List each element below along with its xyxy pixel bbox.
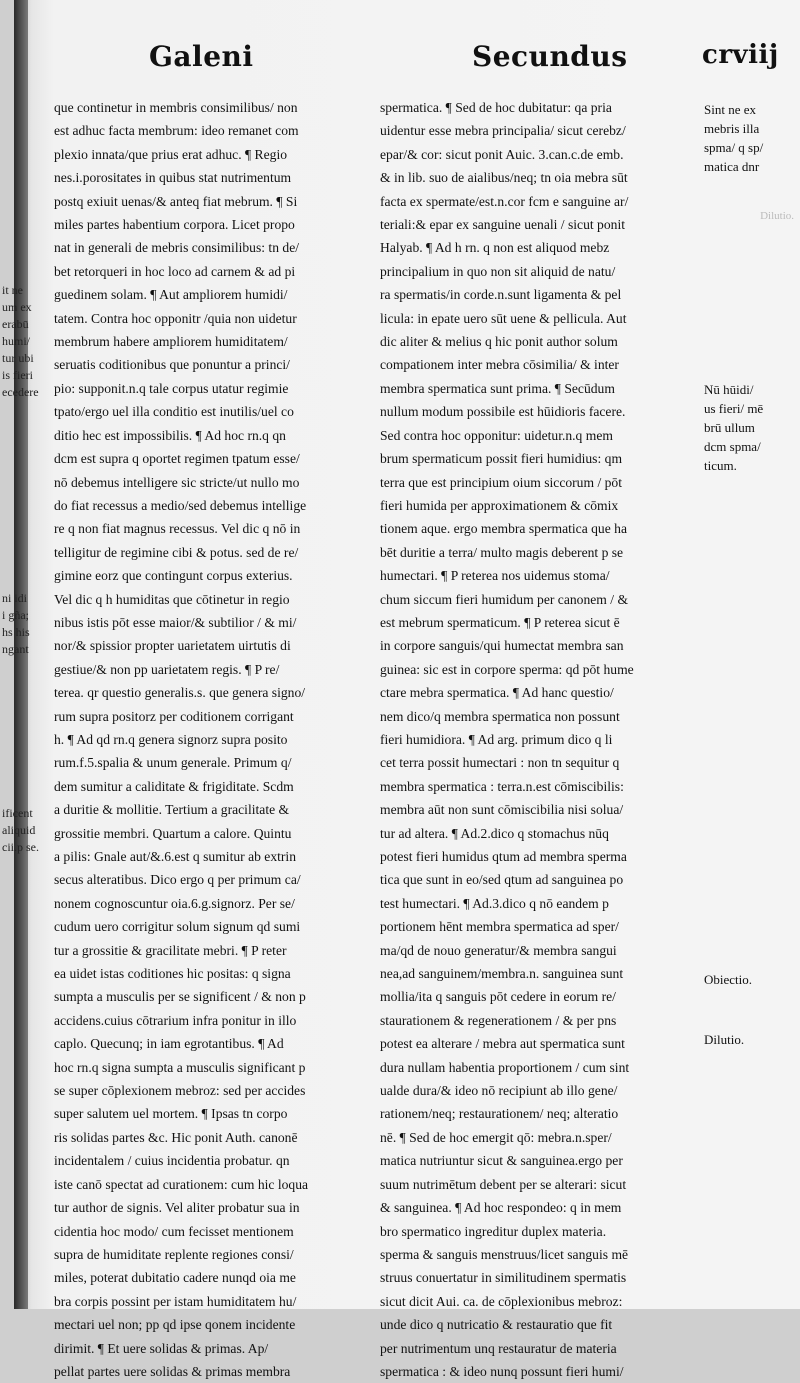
text-line: ma/qd de nouo generatur/& membra sangui: [380, 942, 617, 958]
text-line: caplo. Quecunq; in iam egrotantibus. ¶ Ad: [54, 1036, 284, 1052]
text-line: ra spermatis/in corde.n.sunt ligamenta & pel: [380, 287, 622, 303]
margin-note-sint-ne: [704, 100, 800, 176]
text-line: humectari. ¶ P reterea nos uidemus stoma/: [380, 568, 610, 584]
text-line: unde dico q nutricatio & restauratio que fit: [380, 1317, 613, 1333]
text-line: ris solidas partes &c. Hic ponit Auth. canonē: [54, 1129, 298, 1145]
text-line: spermatica : & ideo nunq possunt fieri humi/: [380, 1363, 624, 1379]
text-line: miles partes habentium corpora. Licet propo: [54, 217, 295, 233]
text-line: cet terra possit humectari : non tn sequitur q: [380, 755, 620, 771]
text-line: est mebrum spermaticum. ¶ P reterea sicut ē: [380, 614, 620, 630]
note-line: spma/ q sp/: [704, 140, 764, 155]
text-line: nibus istis pōt esse maior/& subtilior / & mi/: [54, 614, 297, 630]
text-line: licula: in epate uero sūt uene & pellicula. Aut: [380, 310, 627, 326]
note-line: Dilutio.: [704, 1032, 745, 1047]
text-line: membra aūt non sunt cōmiscibilia nisi solua/: [380, 802, 624, 818]
text-line: bēt duritie a terra/ multo magis deberent p se: [380, 544, 624, 560]
text-line: tatem. Contra hoc opponitr /quia non uidetur: [54, 310, 297, 326]
note-line: ecedere: [2, 385, 39, 399]
text-line: miles, poterat dubitatio cadere nunqd oia me: [54, 1270, 296, 1286]
text-line: gimine eorz que contingunt corpus exterius.: [54, 568, 293, 584]
text-line: portionem hēnt membra spermatica ad sper/: [380, 919, 619, 935]
text-line: ditio hec est impossibilis. ¶ Ad hoc rn.q qn: [54, 427, 286, 443]
text-line: epar/& cor: sicut ponit Auic. 3.can.c.de emb.: [380, 146, 624, 162]
text-line: tionem aque. ergo membra spermatica que ha: [380, 521, 627, 537]
text-line: ualde dura/& ideo nō recipiunt ab illo gene/: [380, 1083, 618, 1099]
text-line: mollia/ita q sanguis pōt cedere in eorum re/: [380, 989, 616, 1005]
book-page: [14, 0, 800, 1379]
text-line: nullum modum possibile est hūidioris facere.: [380, 404, 626, 420]
note-line: is fieri: [2, 368, 33, 382]
text-line: mectari uel non; pp qd ipse qonem incidente: [54, 1317, 296, 1333]
text-line: Sed contra hoc opponitur: uidetur.n.q mem: [380, 427, 613, 443]
text-line: iste canō spectat ad curationem: cum hic loqua: [54, 1176, 309, 1192]
text-line: do fiat recessus a medio/sed debemus intellige: [54, 497, 307, 513]
text-line: nem dico/q membra spermatica non possunt: [380, 708, 620, 724]
text-line: test humectari. ¶ Ad.3.dico q nō eandem p: [380, 895, 609, 911]
text-line: bra corpis possint per istam humiditatem hu/: [54, 1293, 297, 1309]
text-line: terea. qr questio generalis.s. que genera signo/: [54, 685, 306, 701]
text-line: per nutrimentum unq restauratur de materia: [380, 1340, 617, 1356]
bleed-through-fragment: [2, 282, 42, 401]
text-line: grossitie membri. Quartum a calore. Quintu: [54, 825, 292, 841]
folio-number: crviij: [702, 40, 779, 70]
text-line: bet retorqueri in hoc loco ad carnem & ad pi: [54, 263, 296, 279]
text-line: tur author de signis. Vel aliter probatur sua in: [54, 1200, 300, 1216]
text-line: a duritie & mollitie. Tertium a gracilitate &: [54, 802, 290, 818]
text-line: telligitur de regimine cibi & potus. sed de re/: [54, 544, 299, 560]
text-line: sumpta a musculis per se significent / & non p: [54, 989, 306, 1005]
text-line: tur ad altera. ¶ Ad.2.dico q stomachus nūq: [380, 825, 609, 841]
text-line: hoc rn.q signa sumpta a musculis significant p: [54, 1059, 306, 1075]
text-line: gestiue/& non pp uarietatem regis. ¶ P re/: [54, 661, 280, 677]
note-line: dcm spma/: [704, 439, 761, 454]
text-line: nes.i.porositates in quibus stat nutrimentum: [54, 170, 292, 186]
note-line: i gña;: [2, 608, 29, 622]
text-line: principalium in quo non sit aliquid de natu/: [380, 263, 616, 279]
text-line: fieri humidiora. ¶ Ad arg. primum dico q li: [380, 731, 613, 747]
running-head-book: Secundus: [472, 40, 628, 73]
text-line: terra que est principium oium siccorum / pōt: [380, 474, 622, 490]
text-line: nat in generali de mebris consimilibus: tn de/: [54, 240, 300, 256]
note-line: cii.p se.: [2, 840, 39, 854]
text-line: dirimit. ¶ Et uere solidas & primas. Ap/: [54, 1340, 269, 1356]
text-column-left: [54, 96, 352, 1383]
bleed-through-fragment: [2, 805, 42, 856]
text-line: a pilis: Gnale aut/&.6.est q sumitur ab extrin: [54, 849, 296, 864]
text-line: h. ¶ Ad qd rn.q genera signorz supra posito: [54, 731, 288, 747]
text-line: & in lib. suo de aialibus/neq; tn oia mebra sūt: [380, 170, 628, 186]
text-line: in corpore sanguis/qui humectat membra san: [380, 638, 624, 654]
text-line: sperma & sanguis menstruus/licet sanguis mē: [380, 1246, 629, 1262]
text-line: fieri humida per approximationem & cōmix: [380, 497, 619, 513]
text-line: ea uidet istas coditiones hic positas: q signa: [54, 966, 291, 982]
note-line: Obiectio.: [704, 972, 753, 987]
text-line: nō debemus intelligere sic stricte/ut nullo mo: [54, 474, 300, 490]
note-line: matica dnr: [704, 159, 760, 174]
note-line: humi/: [2, 334, 31, 348]
text-line: se super cōplexionem mebroz: sed per accides: [54, 1083, 306, 1099]
text-line: membra spermatica sunt prima. ¶ Secūdum: [380, 380, 615, 396]
margin-note-obiectio: [704, 970, 800, 989]
text-line: pellat partes uere solidas & primas membra: [54, 1363, 291, 1379]
text-line: facta ex spermate/est.n.cor fcm e sanguine ar/: [380, 193, 629, 209]
margin-note-dilutio: [704, 1030, 800, 1049]
note-line: Nū hūidi/: [704, 382, 754, 397]
text-line: membrum habere ampliorem humiditatem/: [54, 334, 288, 350]
ghost-text: Dilutio.: [760, 210, 794, 222]
note-line: ni idi: [2, 591, 28, 605]
text-line: rationem/neq; restaurationem/ neq; alteratio: [380, 1106, 619, 1122]
text-line: matica nutriuntur sicut & sanguinea.ergo per: [380, 1153, 623, 1169]
text-line: nonem cognoscuntur oia.6.g.signorz. Per se/: [54, 895, 295, 911]
note-line: it ne: [2, 283, 23, 297]
note-line: aliquid: [2, 823, 36, 837]
text-line: pio: supponit.n.q tale corpus utatur regimie: [54, 380, 289, 396]
margin-note-num-humidius: [704, 380, 800, 475]
note-line: Sint ne ex: [704, 102, 756, 117]
text-line: potest ea alterare / mebra aut spermatica sunt: [380, 1036, 625, 1052]
text-line: & sanguinea. ¶ Ad hoc respondeo: q in mem: [380, 1200, 622, 1216]
text-line: que continetur in membris consimilibus/ non: [54, 100, 298, 115]
running-head-author: Galeni: [149, 40, 254, 73]
text-line: guinea: sic est in corpore sperma: qd pōt hume: [380, 661, 634, 677]
text-line: chum siccum fieri humidum per canonem / &: [380, 591, 629, 607]
text-line: nea,ad sanguinem/membra.n. sanguinea sunt: [380, 966, 624, 982]
text-line: tur a grossitie & gracilitate mebri. ¶ P reter: [54, 942, 287, 958]
note-line: hs his: [2, 625, 30, 639]
note-line: ificent: [2, 806, 33, 820]
text-line: dem sumitur a caliditate & frigiditate. Scdm: [54, 778, 294, 794]
text-line: seruatis coditionibus que ponuntur a princi/: [54, 357, 290, 373]
text-line: tpato/ergo uel illa conditio est inutilis/uel co: [54, 404, 294, 420]
text-line: bro spermatico ingreditur duplex materia.: [380, 1223, 607, 1239]
text-line: uidentur esse mebra principalia/ sicut cerebz/: [380, 123, 626, 139]
text-line: spermatica. ¶ Sed de hoc dubitatur: qa pria: [380, 100, 612, 115]
text-line: rum supra positorz per coditionem corrigant: [54, 708, 294, 724]
note-line: brū ullum: [704, 420, 755, 435]
text-line: staurationem & regenerationem / & per pns: [380, 1012, 617, 1028]
text-line: cidentia hoc modo/ cum fecisset mentionem: [54, 1223, 294, 1239]
text-line: est adhuc facta membrum: ideo remanet com: [54, 123, 299, 139]
text-line: suum nutrimētum debent per se alterari: sicut: [380, 1176, 627, 1192]
text-line: super salutem uel mortem. ¶ Ipsas tn corpo: [54, 1106, 288, 1122]
text-line: teriali:& epar ex sanguine uenali / sicut ponit: [380, 217, 625, 233]
note-line: ngant: [2, 642, 29, 656]
note-line: mebris illa: [704, 121, 760, 136]
text-column-right: [380, 96, 696, 1383]
text-line: nē. ¶ Sed de hoc emergit qō: mebra.n.sper/: [380, 1129, 612, 1145]
text-line: postq exiuit uenas/& anteq fiat mebrum. ¶ Si: [54, 193, 298, 209]
text-line: struus conuertatur in similitudinem spermatis: [380, 1270, 627, 1286]
text-line: dcm est supra q oportet regimen tpatum esse/: [54, 451, 300, 467]
note-line: erabū: [2, 317, 29, 331]
text-line: compationem inter mebra cōsimilia/ & inter: [380, 357, 619, 373]
text-line: secus alteratibus. Dico ergo q per primum ca/: [54, 872, 301, 888]
note-line: ticum.: [704, 458, 737, 473]
note-line: us fieri/ mē: [704, 401, 764, 416]
bleed-through-fragment: [2, 590, 42, 658]
text-line: tica que sunt in eo/sed qtum ad sanguinea po: [380, 872, 624, 888]
text-line: plexio innata/que prius erat adhuc. ¶ Regio: [54, 146, 288, 162]
text-line: ctare mebra spermatica. ¶ Ad hanc questio/: [380, 685, 614, 701]
text-line: nor/& spissior propter uarietatem uirtutis di: [54, 638, 291, 654]
text-line: potest fieri humidus qtum ad membra sperma: [380, 849, 627, 864]
text-line: sicut dicit Aui. ca. de cōplexionibus mebroz:: [380, 1293, 623, 1309]
text-line: rum.f.5.spalia & unum generale. Primum q/: [54, 755, 292, 771]
text-line: cudum uero corrigitur solum signum qd sumi: [54, 919, 301, 935]
note-line: um ex: [2, 300, 32, 314]
text-line: membra spermatica : terra.n.est cōmiscibilis:: [380, 778, 624, 794]
text-line: Vel dic q h humiditas que cōtinetur in regio: [54, 591, 290, 607]
text-line: re q non fiat magnus recessus. Vel dic q nō in: [54, 521, 301, 537]
text-line: Halyab. ¶ Ad h rn. q non est aliquod mebz: [380, 240, 610, 256]
text-line: dic aliter & melius q hic ponit author solum: [380, 334, 618, 350]
text-line: brum spermaticum possit fieri humidius: qm: [380, 451, 623, 467]
text-line: accidens.cuius cōtrarium infra ponitur in illo: [54, 1012, 297, 1028]
text-line: guedinem solam. ¶ Aut ampliorem humidi/: [54, 287, 288, 303]
text-line: dura nullam habentia proportionem / cum sint: [380, 1059, 630, 1075]
text-line: supra de humiditate replente regiones consi/: [54, 1246, 294, 1262]
text-line: incidentalem / cuius incidentia probatur. qn: [54, 1153, 290, 1169]
note-line: tur ubi: [2, 351, 34, 365]
